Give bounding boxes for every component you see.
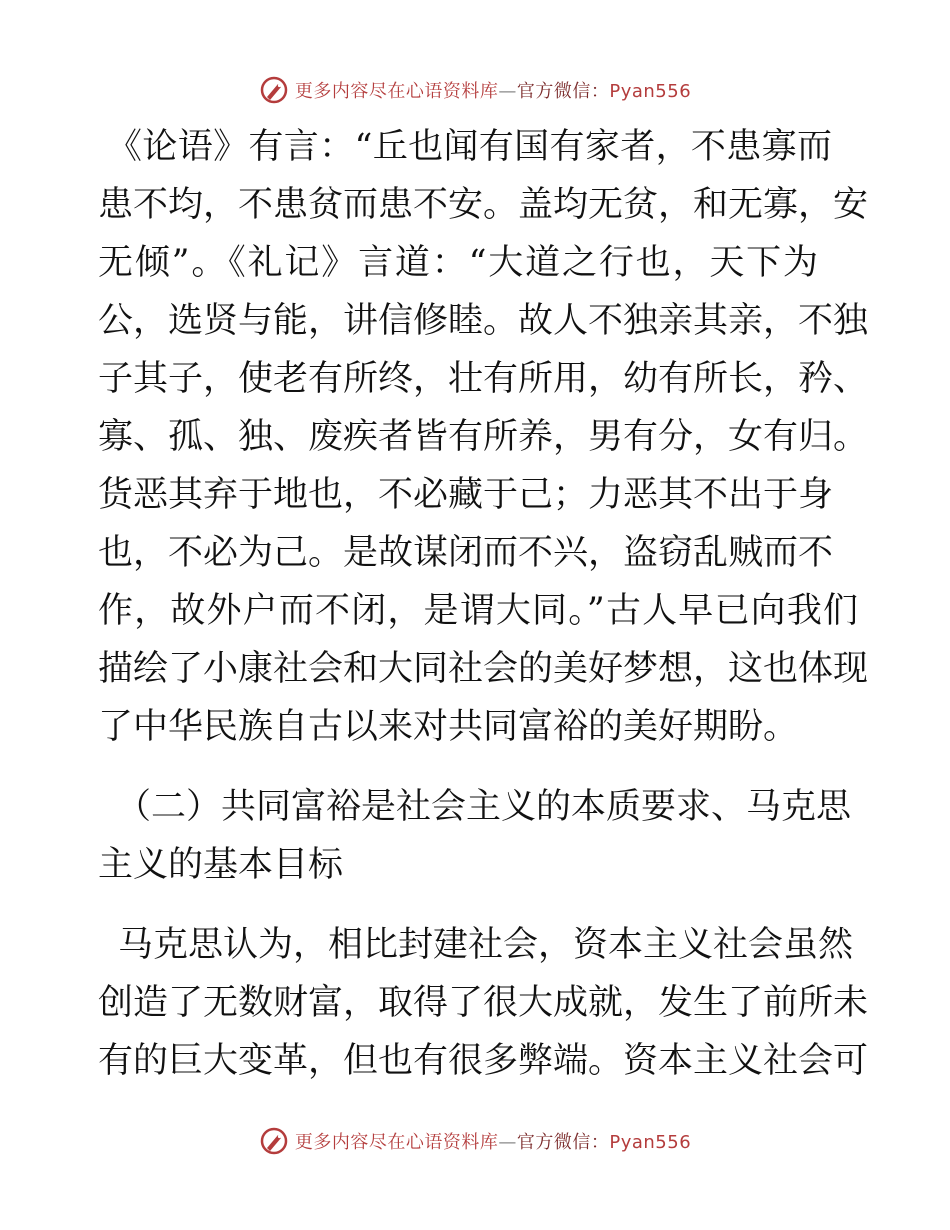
header-banner	[0, 70, 950, 110]
banner-wechat-label: 官方微信：	[516, 1132, 610, 1153]
pen-nib-circle-logo-icon	[259, 1126, 289, 1156]
banner-main-text: 更多内容尽在心语资料库	[294, 81, 499, 102]
paragraph-line: 创造了无数财富，取得了很大成就，发生了前所未	[98, 983, 869, 1023]
banner-wechat-id: Pyan556	[609, 1132, 692, 1153]
banner-wechat-label: 官方微信：	[516, 81, 610, 102]
banner-main-text: 更多内容尽在心语资料库	[294, 1132, 499, 1153]
paragraph-line: 《论语》有言：“丘也闻有国有家者，不患寡而	[107, 127, 832, 167]
banner-message	[295, 1128, 691, 1154]
paragraph-line: 有的巨大变革，但也有很多弊端。资本主义社会可	[98, 1041, 869, 1081]
banner-separator: —	[498, 1132, 517, 1153]
pen-nib-circle-logo-icon	[259, 75, 289, 105]
paragraph-line: 无倾”。《礼记》言道：“大道之行也，天下为	[98, 243, 818, 283]
banner-message	[295, 77, 691, 103]
banner-separator: —	[498, 81, 517, 102]
paragraph-line: 马克思认为，相比封建社会，资本主义社会虽然	[118, 925, 854, 965]
paragraph-line: 公，选贤与能，讲信修睦。故人不独亲其亲，不独	[98, 301, 869, 341]
paragraph-line: 描绘了小康社会和大同社会的美好梦想，这也体现	[98, 649, 869, 689]
paragraph-line: 作，故外户而不闭，是谓大同。”古人早已向我们	[98, 591, 858, 631]
paragraph-line: 患不均，不患贫而患不安。盖均无贫，和无寡，安	[98, 185, 869, 225]
footer-banner	[0, 1121, 950, 1161]
paragraph-line: 寡、孤、独、废疾者皆有所养，男有分，女有归。	[98, 417, 869, 457]
section-heading: （二）共同富裕是社会主义的本质要求、马克思	[116, 787, 852, 827]
section-heading: 主义的基本目标	[98, 845, 344, 885]
paragraph-line: 货恶其弃于地也，不必藏于己；力恶其不出于身	[98, 475, 834, 515]
paragraph-line: 了中华民族自古以来对共同富裕的美好期盼。	[98, 707, 799, 747]
paragraph-line: 子其子，使老有所终，壮有所用，幼有所长，矜、	[98, 359, 869, 399]
banner-wechat-id: Pyan556	[609, 81, 692, 102]
paragraph-line: 也，不必为己。是故谋闭而不兴，盗窃乱贼而不	[98, 533, 834, 573]
